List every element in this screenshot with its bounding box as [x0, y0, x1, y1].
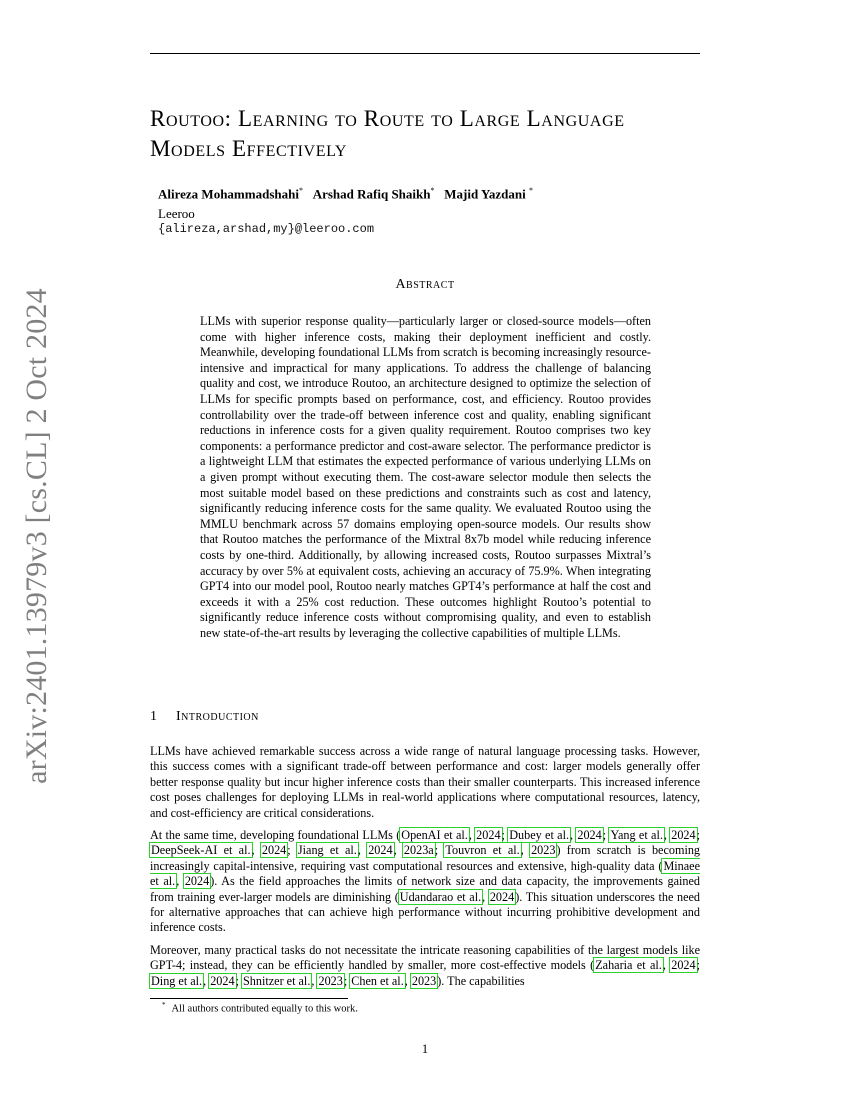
author-mark: *	[529, 186, 533, 195]
citation-link[interactable]: 2024	[489, 889, 515, 904]
footnote-mark: *	[162, 1001, 166, 1009]
citation-link[interactable]: 2024	[577, 828, 602, 843]
citation-separator: ,	[176, 874, 184, 889]
citation-link[interactable]: Chen et al.	[351, 973, 404, 988]
citation-link[interactable]: Ding et al.	[151, 973, 203, 988]
citation-link[interactable]: OpenAI et al.	[401, 828, 468, 843]
citation-separator: ,	[393, 843, 403, 858]
header-rule	[150, 53, 700, 54]
author-name: Alireza Mohammadshahi	[158, 186, 299, 202]
citation-separator: ,	[404, 973, 411, 988]
citation-separator: ;	[696, 828, 700, 843]
citation-link[interactable]: Yang et al.	[610, 828, 663, 843]
citation-link[interactable]: 2024	[368, 843, 393, 858]
citation-separator: ;	[602, 828, 610, 843]
paragraph-text: ). The capabilities	[437, 973, 525, 988]
citation-link[interactable]: 2024	[671, 958, 696, 973]
paper-title: Routoo: Learning to Route to Large Language Models Effectively	[150, 106, 625, 161]
citation-link[interactable]: Zaharia et al.	[595, 958, 662, 973]
paragraph-text: Moreover, many practical tasks do not necessitate the intricate reasoning capabilities of the largest models like GPT-4; instead, they can be efficiently handled by smaller, more cost-effective models (	[150, 942, 700, 973]
citation-link[interactable]: 2024	[261, 843, 287, 858]
section-heading	[150, 709, 259, 725]
paragraph: LLMs have achieved remarkable success across a wide range of natural language processing tasks. However, this success comes with a significant trade-off between performance and cost: larger models generally offer better response quality but incur higher inference costs than their smaller counterparts. This increased inference cost poses challenges for deploying LLMs in real-world applications where computational resources, latency, and cost-efficiency are critical considerations.	[150, 744, 700, 820]
citation-separator: ,	[357, 843, 368, 858]
citation-link[interactable]: 2023	[411, 973, 437, 988]
citation-separator: ;	[235, 973, 243, 988]
citation-separator: ,	[251, 843, 261, 858]
arxiv-identifier-stamp[interactable]: arXiv:2401.13979v3 [cs.CL] 2 Oct 2024	[20, 288, 53, 784]
introduction-body	[150, 744, 700, 996]
citation-separator: ,	[468, 828, 476, 843]
author-name: Majid Yazdani	[444, 186, 526, 202]
citation-separator: ,	[662, 958, 671, 973]
citation-link[interactable]: Jiang et al.	[297, 843, 357, 858]
section-title: Introduction	[176, 709, 259, 724]
footnote-text: All authors contributed equally to this work.	[171, 1003, 358, 1015]
citation-separator: ,	[520, 843, 531, 858]
citation-link[interactable]: 2024	[210, 973, 235, 988]
footnote-rule	[150, 998, 348, 999]
author-mark: *	[430, 186, 435, 195]
citation-separator: ,	[570, 828, 577, 843]
citation-link[interactable]: 2024	[476, 828, 501, 843]
citation-separator: ;	[696, 958, 700, 973]
author-email: {alireza,arshad,my}@leeroo.com	[158, 222, 375, 236]
author-mark: *	[298, 186, 303, 195]
citation-link[interactable]: 2024	[671, 828, 696, 843]
citation-link[interactable]: 2023	[318, 973, 343, 988]
paragraph-text: At the same time, developing foundational LLMs (	[150, 828, 401, 843]
citation-link[interactable]: Touvron et al.	[445, 843, 520, 858]
affiliation: Leeroo	[158, 206, 195, 221]
paragraph-text: ) from scratch is becoming increasingly capital-intensive, requiring vast computational resources and extensive, high-quality data (	[150, 843, 701, 873]
citation-link[interactable]: DeepSeek-AI et al.	[151, 843, 251, 858]
section-number: 1	[150, 709, 157, 724]
citation-link[interactable]: 2024	[184, 874, 210, 889]
paragraph-text: ). This situation underscores the need for alternative approaches that can achieve high performance without incurring prohibitive development and inference costs.	[150, 889, 700, 935]
abstract-heading: Abstract	[395, 277, 455, 292]
abstract-body: LLMs with superior response quality—particularly larger or closed-source models—often come with higher inference costs, making their deployment inefficient and costly. Meanwhile, developing foundational LLMs from scratch is becoming increasingly resource-intensive and impractical for many applications. To address the challenge of balancing quality and cost, we introduce Routoo, an architecture designed to optimize the selection of LLMs for specific prompts based on performance, cost, and efficiency. Routoo provides controllability over the trade-off between inference cost and quality, enabling significant reductions in inference costs for a given quality requirement. Routoo comprises two key components: a performance predictor and cost-aware selector. The performance predictor is a lightweight LLM that estimates the expected performance of various underlying LLMs on a given prompt without executing them. The cost-aware selector module then selects the most suitable model based on these predictions and constraints such as cost and latency, significantly reducing inference costs for the same quality. We evaluated Routoo using the MMLU benchmark across 57 domains employing open-source models. Our results show that Routoo matches the performance of the Mixtral 8x7b model while reducing inference costs by one-third. Additionally, by allowing increased costs, Routoo surpasses Mixtral’s accuracy by over 5% at equivalent costs, achieving an accuracy of 75.9%. When integrating GPT4 into our model pool, Routoo nearly matches GPT4’s performance at half the cost and exceeds it with a 25% cost reduction. These outcomes highlight Routoo’s potential to significantly reduce inference costs without compromising quality, and even to establish new state-of-the-art results by leveraging the collective capabilities of multiple LLMs.	[200, 314, 651, 640]
paragraph	[150, 943, 700, 989]
citation-separator: ,	[311, 973, 318, 988]
citation-link[interactable]: Minaee et al.	[150, 858, 700, 889]
paragraph	[150, 828, 700, 936]
citation-link[interactable]: 2023	[531, 843, 556, 858]
citation-link[interactable]: Udandarao et al.	[399, 889, 482, 904]
citation-link[interactable]: Dubey et al.	[509, 828, 569, 843]
citation-separator: ;	[501, 828, 509, 843]
citation-separator: ;	[287, 843, 297, 858]
citation-separator: ,	[663, 828, 671, 843]
footnote	[162, 1001, 358, 1015]
author-list	[158, 186, 533, 202]
citation-link[interactable]: 2023a	[403, 843, 434, 858]
citation-separator: ,	[203, 973, 210, 988]
citation-separator: ;	[343, 973, 351, 988]
citation-separator: ;	[434, 843, 445, 858]
citation-link[interactable]: Shnitzer et al.	[243, 973, 311, 988]
author-name: Arshad Rafiq Shaikh	[312, 186, 431, 202]
page-number: 1	[421, 1042, 429, 1056]
citation-separator: ,	[482, 889, 489, 904]
paragraph-text: ). As the field approaches the limits of network size and data capacity, the improvements gained from training ever-larger models are diminishing (	[150, 874, 701, 904]
